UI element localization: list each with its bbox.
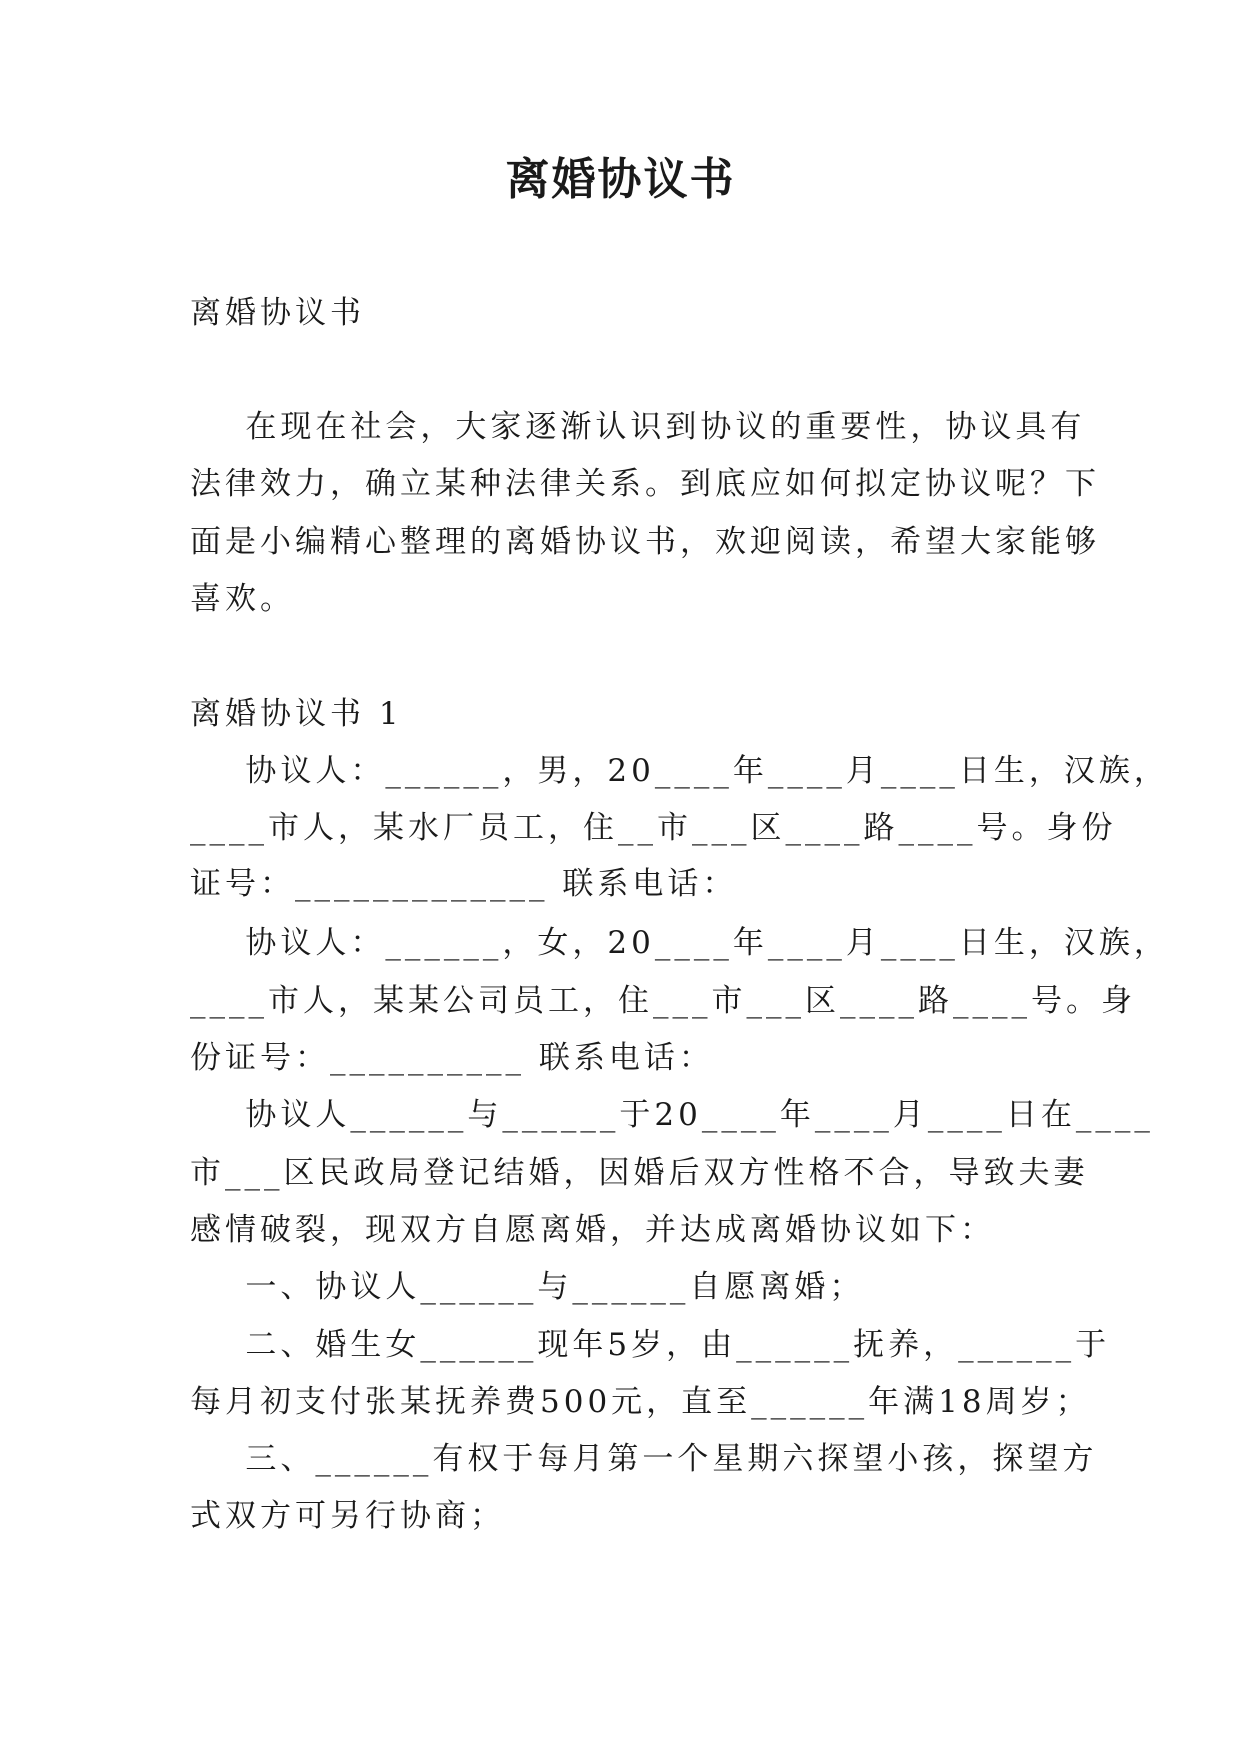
intro-line: 法律效力，确立某种法律关系。到底应如何拟定协议呢？下	[190, 466, 1100, 502]
body-line: 协议人______与______于20____年____月____日在____	[190, 1097, 1154, 1133]
body-line: 协议人：______，女，20____年____月____日生，汉族，	[190, 925, 1169, 961]
section-heading: 离婚协议书 1	[190, 696, 403, 732]
body-line: 市___区民政局登记结婚，因婚后双方性格不合，导致夫妻	[190, 1155, 1089, 1191]
body-line: ____市人，某某公司员工，住___市___区____路____号。身	[190, 983, 1136, 1019]
body-line: 式双方可另行协商；	[190, 1498, 505, 1534]
document-subtitle: 离婚协议书	[190, 295, 365, 331]
body-line: 每月初支付张某抚养费500元，直至______年满18周岁；	[190, 1384, 1091, 1420]
body-line: 感情破裂，现双方自愿离婚，并达成离婚协议如下：	[190, 1212, 995, 1248]
document-title: 离婚协议书	[505, 154, 736, 205]
body-line: 三、______有权于每月第一个星期六探望小孩，探望方	[190, 1441, 1098, 1477]
intro-line: 在现在社会，大家逐渐认识到协议的重要性，协议具有	[190, 409, 1086, 445]
body-line: 二、婚生女______现年5岁，由______抚养，______于	[190, 1327, 1111, 1363]
body-line: 份证号：__________ 联系电话：	[190, 1040, 714, 1076]
body-line: ____市人，某水厂员工，住__市___区____路____号。身份	[190, 810, 1117, 846]
body-line: 一、协议人______与______自愿离婚；	[190, 1269, 865, 1305]
body-line: 证号：_____________ 联系电话：	[190, 866, 738, 902]
body-line: 协议人：______，男，20____年____月____日生，汉族，	[190, 753, 1169, 789]
intro-line: 面是小编精心整理的离婚协议书，欢迎阅读，希望大家能够	[190, 524, 1100, 560]
intro-line: 喜欢。	[190, 581, 295, 617]
